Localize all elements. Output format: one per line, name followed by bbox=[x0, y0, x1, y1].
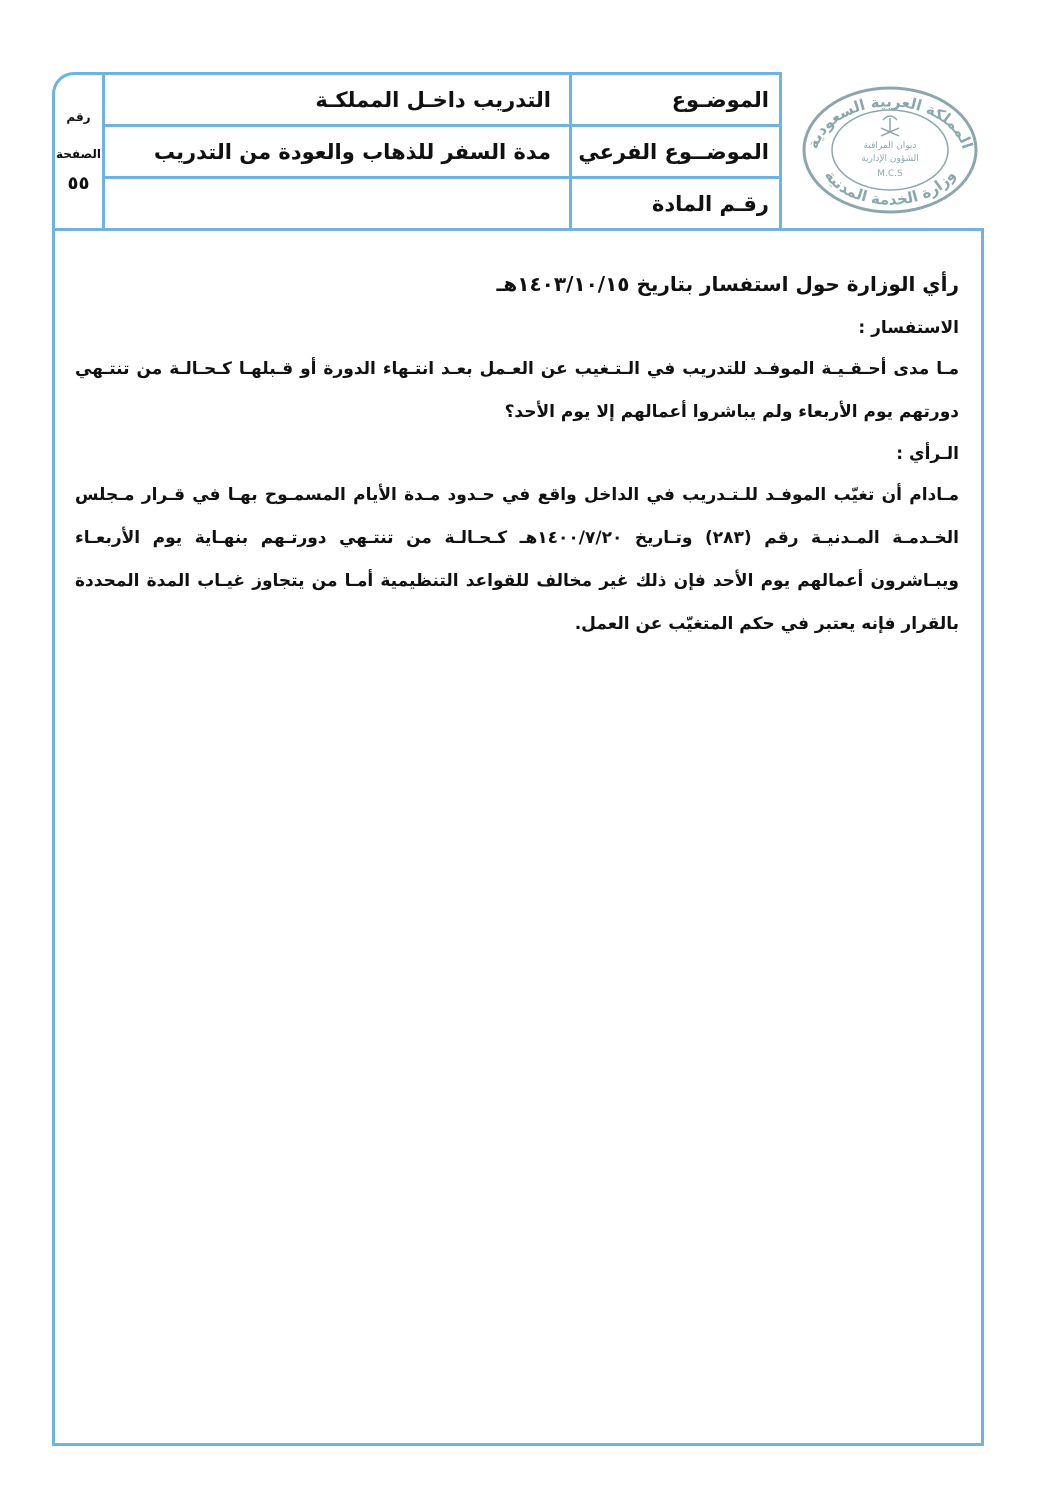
subject-row bbox=[105, 75, 779, 127]
seal-top-text: المملكة العربية السعودية bbox=[803, 92, 977, 152]
seal-mark: M.C.S bbox=[877, 169, 903, 179]
page-number-cell bbox=[55, 75, 105, 228]
article-number-label: رقـم المادة bbox=[569, 179, 779, 231]
page-number: ٥٥ bbox=[67, 173, 90, 194]
opinion-title: رأي الوزارة حول استفسار بتاريخ ١٤٠٣/١٠/١٥هـ bbox=[496, 272, 959, 296]
seal-center-line2: الشؤون الإدارية bbox=[861, 154, 919, 164]
subject-value: التدريب داخـل المملكـة bbox=[315, 88, 551, 112]
palm-swords-icon bbox=[881, 116, 899, 136]
opinion-label: الـرأي : bbox=[896, 444, 959, 464]
ministry-seal-logo bbox=[795, 80, 985, 220]
subtopic-value: مدة السفر للذهاب والعودة من التدريب bbox=[153, 140, 551, 164]
article-number-value bbox=[105, 179, 561, 231]
subtopic-label: الموضــوع الفرعي bbox=[569, 127, 779, 176]
inquiry-label: الاستفسار : bbox=[858, 318, 959, 338]
subtopic-row bbox=[105, 127, 779, 179]
page-label-line2: الصفحة bbox=[55, 147, 101, 161]
document-content bbox=[75, 260, 959, 646]
inquiry-text: مـا مدى أحـقـيـة الموفـد للتدريب في الـتـغيب عن العـمل بعـد انتـهاء الدورة أو قـبلهـا كـحـالـة من تنتـهي دورتهم يوم الأربعاء ولم يباشروا أعمالهم إلا يوم الأحد؟ bbox=[75, 359, 959, 422]
seal-bottom-text: وزارة الخدمة المدنية bbox=[821, 166, 959, 209]
opinion-text: مـادام أن تغيّب الموفـد للـتـدريب في الداخل واقع في حـدود مـدة الأيام المسمـوح بهـا في قـرار مـجلس الخـدمـة المـدنيـة رقم (٢٨٣) وتـاريخ ١٤٠٠/٧/٢٠هـ كـحـالـة من تنتـهي دورتـهم بنهـاية يوم الأربعـاء ويبـاشرون أعمالهم يوم الأحد فإن ذلك غير مخالف للقواعد التنظيمية أمـا من يتجاوز غيـاب المدة المحددة بالقرار فإنه يعتبر في حكم المتغيّب عن العمل. bbox=[75, 485, 959, 634]
page-label-line1: رقم bbox=[66, 110, 91, 124]
article-number-row bbox=[105, 179, 779, 231]
subject-label: الموضـوع bbox=[569, 75, 779, 124]
seal-center-line1: ديوان المراقبة bbox=[863, 141, 917, 151]
header-table bbox=[52, 72, 782, 228]
